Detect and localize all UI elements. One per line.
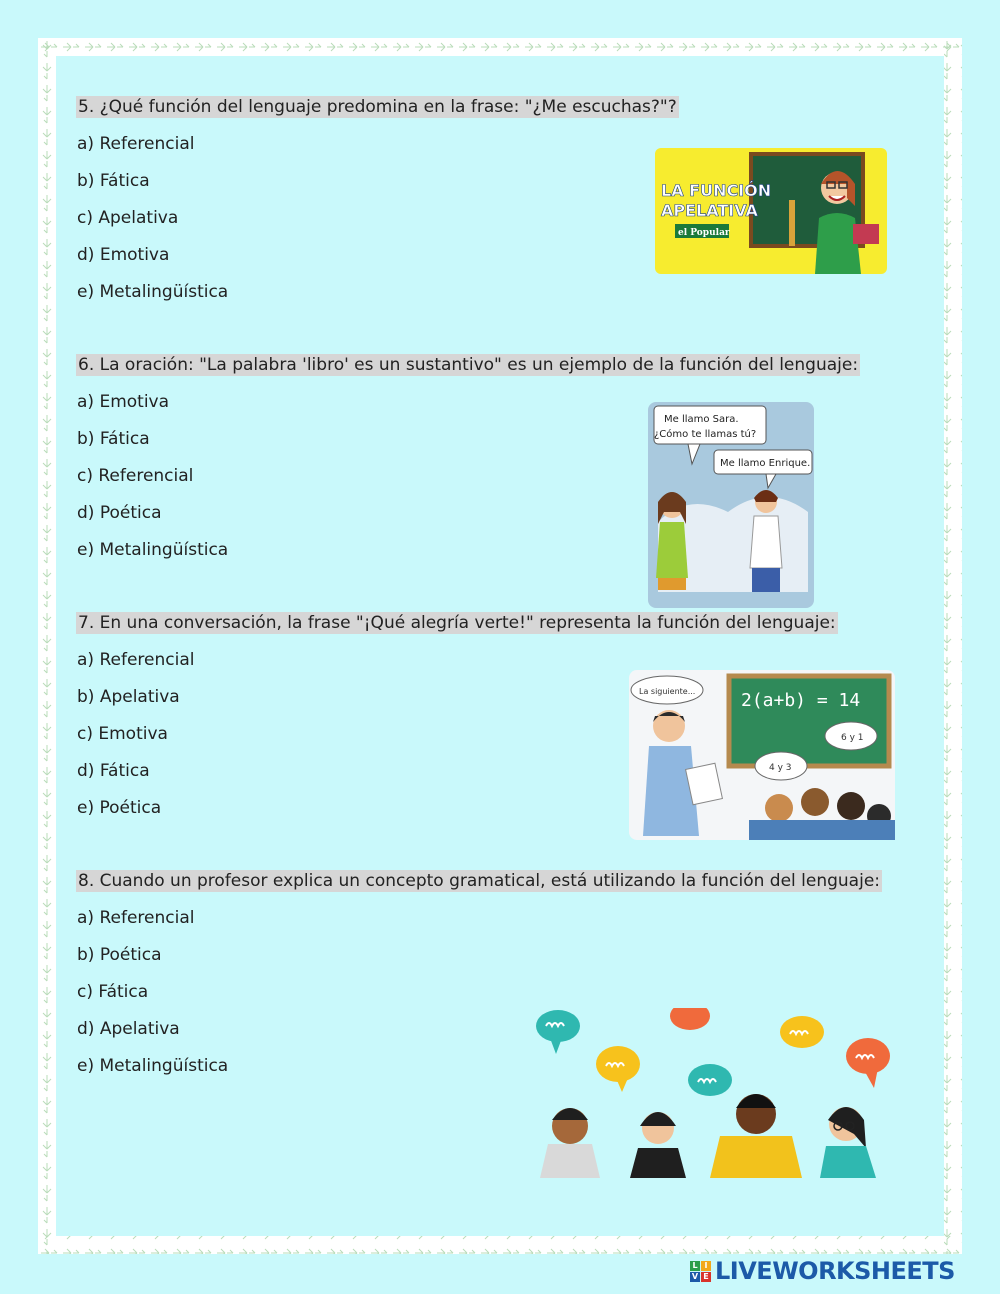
worksheet-content	[56, 56, 944, 1236]
apelativa-illustration	[655, 148, 887, 274]
apelativa-title-line1: LA FUNCIÓN	[661, 181, 772, 200]
bubble-teacher: La siguiente...	[639, 687, 696, 696]
q8-option-e[interactable]: e) Metalingüística	[77, 1056, 229, 1076]
bubble-student-b: 4 y 3	[769, 763, 792, 773]
q5-option-b[interactable]: b) Fática	[77, 171, 150, 191]
q8-option-d[interactable]: d) Apelativa	[77, 1019, 180, 1039]
q6-option-d[interactable]: d) Poética	[77, 503, 162, 523]
q5-option-d[interactable]: d) Emotiva	[77, 245, 170, 265]
question-6: 6. La oración: "La palabra 'libro' es un sustantivo" es un ejemplo de la función del lenguaje:	[78, 355, 859, 375]
q8-option-b[interactable]: b) Poética	[77, 945, 162, 965]
q7-option-a[interactable]: a) Referencial	[77, 650, 195, 670]
blackboard-equation: 2(a+b) = 14	[741, 690, 861, 711]
bubble-sara-line2: ¿Cómo te llamas tú?	[654, 429, 757, 440]
q7-option-d[interactable]: d) Fática	[77, 761, 150, 781]
apelativa-title-line2: APELATIVA	[661, 201, 758, 220]
el-popular-logo: el Popular	[678, 228, 730, 238]
question-8: 8. Cuando un profesor explica un concepto gramatical, está utilizando la función del lenguaje:	[78, 871, 881, 891]
q6-option-a[interactable]: a) Emotiva	[77, 392, 170, 412]
q7-option-e[interactable]: e) Poética	[77, 798, 162, 818]
bubble-sara-line1: Me llamo Sara.	[664, 414, 739, 425]
question-7: 7. En una conversación, la frase "¡Qué alegría verte!" representa la función del lenguaje:	[78, 613, 836, 633]
dialogue-illustration	[648, 402, 814, 608]
bubble-enrique: Me llamo Enrique.	[720, 458, 811, 469]
liveworksheets-logo-text: LIVEWORKSHEETS	[715, 1257, 955, 1285]
q6-option-b[interactable]: b) Fática	[77, 429, 150, 449]
liveworksheets-logo[interactable]	[690, 1256, 955, 1286]
q5-option-a[interactable]: a) Referencial	[77, 134, 195, 154]
speech-bubbles-illustration	[530, 1008, 894, 1178]
q7-option-b[interactable]: b) Apelativa	[77, 687, 180, 707]
worksheet-frame	[38, 38, 962, 1254]
q8-option-c[interactable]: c) Fática	[77, 982, 149, 1002]
q5-option-c[interactable]: c) Apelativa	[77, 208, 179, 228]
q5-option-e[interactable]: e) Metalingüística	[77, 282, 229, 302]
classroom-illustration	[629, 670, 895, 840]
q6-option-c[interactable]: c) Referencial	[77, 466, 194, 486]
question-5: 5. ¿Qué función del lenguaje predomina en la frase: "¿Me escuchas?"?	[78, 97, 677, 117]
q8-option-a[interactable]: a) Referencial	[77, 908, 195, 928]
q6-option-e[interactable]: e) Metalingüística	[77, 540, 229, 560]
liveworksheets-logo-icon: L I V E	[690, 1261, 711, 1282]
q7-option-c[interactable]: c) Emotiva	[77, 724, 168, 744]
bubble-student-a: 6 y 1	[841, 733, 864, 743]
